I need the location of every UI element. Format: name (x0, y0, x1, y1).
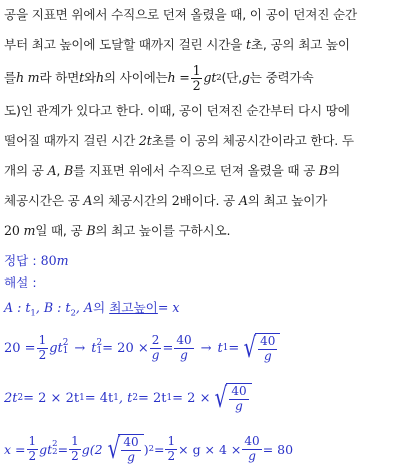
var-A: A (238, 193, 248, 208)
solution-equation-2: 2t 2 = 2 × 2t 1 = 4t 1 , t 2 = 2t 1 = 2 × √ $\frac{40}{g}$ (4, 374, 396, 422)
subscript: 1 (30, 308, 36, 319)
problem-text: 공을 지표면 위에서 수직으로 던져 올렸을 때, 이 공이 던져진 순간 (4, 7, 357, 22)
problem-text: 의 사이에는 (103, 70, 168, 85)
problem-line-7 (4, 186, 396, 216)
solution-text: : t (53, 300, 71, 315)
equation-term: = 2t (137, 390, 167, 406)
problem-line-3 (4, 60, 396, 96)
equation-term: 2t (4, 390, 18, 406)
equation-term: t (217, 340, 223, 356)
fraction: $\frac{1}{2}$ (28, 434, 37, 463)
solution-text: : t (13, 300, 31, 315)
fraction: $\frac{1}{2}$ (71, 434, 79, 463)
square-root: √ $\frac{40}{g}$ (241, 333, 280, 362)
fraction: $\frac{2}{g}$ (151, 333, 160, 362)
problem-text: 개의 공 (4, 163, 48, 178)
solution-body (4, 294, 396, 476)
equation-term: = 4t (84, 390, 114, 406)
equation-term: = 20 × (102, 340, 149, 356)
var-B: B (318, 163, 328, 178)
fraction: $\frac{1}{2}$ (167, 434, 176, 463)
formula-rhs: gt (203, 70, 217, 85)
solution-text: = x (157, 300, 180, 315)
var-t: t (246, 37, 251, 52)
problem-text: 일 때, 공 (35, 223, 87, 238)
answer-line (4, 250, 396, 272)
problem-text: 떨어질 때까지 걸린 시간 (4, 133, 139, 148)
problem-text: 의 최고 높이를 구하시오. (95, 223, 231, 238)
problem-text: 의 (327, 163, 340, 178)
number-2: 2 (171, 193, 180, 208)
problem-text: 도)인 관계가 있다고 한다. 이때, 공이 던져진 순간부터 다시 땅에 (4, 103, 350, 118)
subscript: 2 (70, 308, 76, 319)
var-A: A (83, 193, 93, 208)
var-g: g (241, 70, 250, 85)
fraction: $\frac{40}{g}$ (176, 333, 192, 362)
radical-icon: √ (107, 432, 120, 465)
solution-heading: 해설 : (4, 275, 37, 290)
equation-lhs: 20 = (4, 340, 36, 356)
square-root: √ $\frac{40}{g}$ (105, 434, 144, 463)
problem-text: 라 하면 (39, 70, 80, 85)
equation-lhs: x = (4, 441, 26, 457)
problem-line-1 (4, 0, 396, 30)
var-B: B (86, 223, 96, 238)
problem-line-5 (4, 126, 396, 156)
square-root: √ $\frac{40}{g}$ (212, 383, 251, 412)
problem-text: , (56, 163, 65, 178)
problem-text: 체공시간은 공 (4, 193, 84, 208)
problem-text: 를 지표면 위에서 수직으로 던져 올렸을 때 공 (73, 163, 319, 178)
fraction: $\frac{40}{g}$ (244, 434, 260, 463)
var-h: h (95, 70, 104, 85)
problem-line-4 (4, 96, 396, 126)
equation-term: × g × 4 × (178, 441, 242, 457)
var-B: B (64, 163, 74, 178)
fraction-one-half: $\frac{1}{2}$ (192, 62, 201, 93)
problem-text: (단, (221, 70, 242, 85)
solution-text: 의 (93, 300, 110, 315)
problem-line-6 (4, 156, 396, 186)
exponent: 2 (216, 73, 222, 83)
equation-term: = 2 × (172, 390, 211, 406)
problem-text: 배이다. 공 (179, 193, 239, 208)
var-t: t (79, 70, 85, 85)
arrow-icon: → (74, 340, 86, 356)
solution-equation-1: 20 = $\frac{1}{2}$ gt 2 1 → t 2 1 = 20 × $\frac{2}{g}$ = $\frac{40}{g}$ → t 1 = √ $\frac{40}{g}$ (4, 322, 396, 374)
unit-m: m (23, 223, 36, 238)
equation-term: t (91, 340, 97, 356)
problem-text: 의 최고 높이가 (247, 193, 328, 208)
problem-line-8 (4, 216, 396, 246)
equation-term: = 2 × 2t (23, 390, 80, 406)
solution-line-1 (4, 294, 396, 322)
problem-text: 부터 최고 높이에 도달할 때까지 걸린 시간을 (4, 37, 247, 52)
radical-icon: √ (243, 331, 257, 364)
radical-icon: √ (215, 381, 228, 414)
var-B: , B (35, 300, 54, 315)
var-A: A (4, 300, 14, 315)
answer-value: 80 (40, 253, 57, 268)
var-2t: 2t (138, 133, 152, 148)
problem-text: 의 체공시간의 (92, 193, 172, 208)
solution-term-max-height: 최고높이 (109, 300, 158, 315)
equation-term: gt (39, 441, 53, 457)
problem-text: 초, 공의 최고 높이 (250, 37, 350, 52)
arrow-icon: → (200, 340, 212, 356)
solution-equation-3: x = $\frac{1}{2}$ gt 2 2 = $\frac{1}{2}$ g(2 √ $\frac{40}{g}$ ) 2 = $\frac{1}{2}$ × g × 4 × $\frac{40}{g}$ = 80 (4, 432, 294, 465)
problem-text: 초를 이 공의 체공시간이라고 한다. 두 (151, 133, 354, 148)
problem-statement (4, 0, 396, 246)
equation-term: g(2 (81, 441, 103, 457)
problem-text: 를 (4, 70, 16, 85)
number-20: 20 (4, 223, 24, 238)
equation-result: = 80 (262, 441, 294, 457)
var-A: , A (75, 300, 94, 315)
var-A: A (47, 163, 57, 178)
problem-text: 는 중력가속 (249, 70, 314, 85)
var-h-m: h m (15, 70, 40, 85)
formula-lhs: h = (167, 70, 190, 85)
equation-term: , t (118, 390, 133, 406)
answer-label: 정답 : (4, 253, 41, 268)
answer-unit: m (56, 253, 69, 268)
fraction: $\frac{1}{2}$ (38, 333, 47, 362)
problem-text: 와 (84, 70, 96, 85)
problem-line-2 (4, 30, 396, 60)
equation-term: gt (49, 340, 63, 356)
